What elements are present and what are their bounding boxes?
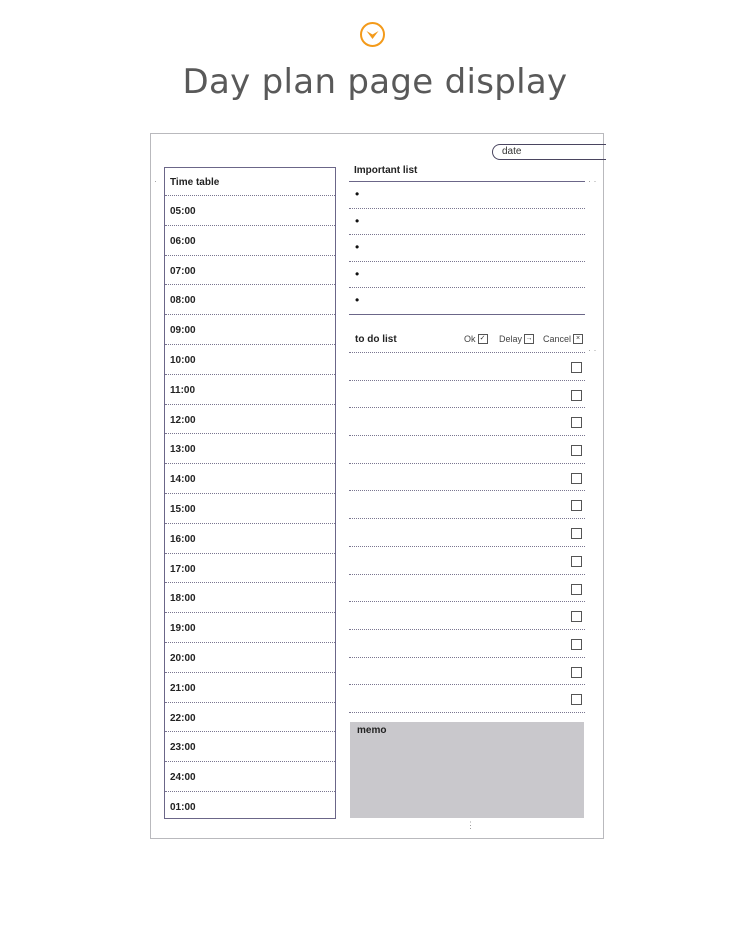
todo-checkbox[interactable]: [571, 473, 582, 484]
important-item[interactable]: •: [349, 288, 585, 315]
chevron-down-circle-icon: [359, 21, 386, 48]
time-slot[interactable]: 23:00: [165, 732, 335, 762]
todo-checkbox[interactable]: [571, 556, 582, 567]
arrow-right-icon: →: [525, 335, 533, 342]
time-slot[interactable]: 11:00: [165, 375, 335, 405]
todo-checkbox[interactable]: [571, 362, 582, 373]
page-title: Day plan page display: [182, 62, 568, 102]
legend-delay-label: Delay: [499, 334, 523, 344]
todo-list-title: to do list: [355, 334, 397, 345]
legend-delay: [499, 334, 534, 344]
legend-cancel-label: Cancel: [543, 334, 572, 344]
todo-checkbox[interactable]: [571, 694, 582, 705]
time-slot[interactable]: 13:00: [165, 434, 335, 464]
todo-checkbox[interactable]: [571, 611, 582, 622]
perforation-dot: · ·: [588, 345, 597, 355]
time-slot[interactable]: 12:00: [165, 405, 335, 435]
time-slot[interactable]: 14:00: [165, 464, 335, 494]
check-icon: ✓: [478, 334, 488, 344]
important-item[interactable]: •: [349, 182, 585, 209]
todo-item[interactable]: [349, 436, 585, 464]
todo-list: [349, 330, 585, 713]
time-slot[interactable]: 21:00: [165, 673, 335, 703]
time-slot[interactable]: 22:00: [165, 703, 335, 733]
perforation-dot: ·: [154, 176, 157, 186]
todo-checkbox[interactable]: [571, 584, 582, 595]
todo-item[interactable]: [349, 491, 585, 519]
important-item[interactable]: •: [349, 209, 585, 236]
todo-item[interactable]: [349, 381, 585, 409]
date-field[interactable]: [492, 144, 606, 160]
time-slot[interactable]: 09:00: [165, 315, 335, 345]
legend-cancel: [543, 334, 583, 344]
todo-checkbox[interactable]: [571, 445, 582, 456]
todo-item[interactable]: [349, 630, 585, 658]
todo-list-header: [349, 330, 585, 353]
todo-item[interactable]: [349, 658, 585, 686]
todo-item[interactable]: [349, 464, 585, 492]
important-item[interactable]: •: [349, 235, 585, 262]
time-table: [164, 167, 336, 819]
todo-checkbox[interactable]: [571, 667, 582, 678]
todo-item[interactable]: [349, 519, 585, 547]
date-label: date: [502, 146, 522, 157]
time-slot[interactable]: 01:00: [170, 801, 196, 813]
memo-label: memo: [357, 725, 387, 736]
time-slot[interactable]: 24:00: [165, 762, 335, 792]
time-slot[interactable]: 05:00: [165, 196, 335, 226]
todo-item[interactable]: [349, 353, 585, 381]
perforation-dot: ⋮: [466, 820, 475, 830]
important-item[interactable]: •: [349, 262, 585, 289]
time-slot[interactable]: 17:00: [165, 554, 335, 584]
legend-ok: [464, 334, 488, 344]
todo-item[interactable]: [349, 575, 585, 603]
important-list-title: Important list: [349, 165, 585, 182]
time-slot[interactable]: 10:00: [165, 345, 335, 375]
time-slot[interactable]: 18:00: [165, 583, 335, 613]
day-plan-sheet: [150, 133, 604, 839]
time-slot[interactable]: 08:00: [165, 285, 335, 315]
time-slot[interactable]: 15:00: [165, 494, 335, 524]
todo-checkbox[interactable]: [571, 639, 582, 650]
todo-item[interactable]: [349, 408, 585, 436]
todo-item[interactable]: [349, 602, 585, 630]
todo-checkbox[interactable]: [571, 390, 582, 401]
time-slot[interactable]: 19:00: [165, 613, 335, 643]
todo-checkbox[interactable]: [571, 500, 582, 511]
time-slot[interactable]: 20:00: [165, 643, 335, 673]
todo-checkbox[interactable]: [571, 417, 582, 428]
perforation-dot: · ·: [588, 176, 597, 186]
x-icon: ×: [573, 334, 583, 344]
important-list: [349, 165, 585, 315]
time-slot[interactable]: 07:00: [165, 256, 335, 286]
todo-item[interactable]: [349, 685, 585, 713]
todo-item[interactable]: [349, 547, 585, 575]
time-table-title: Time table: [165, 168, 335, 196]
todo-checkbox[interactable]: [571, 528, 582, 539]
time-slot[interactable]: 16:00: [165, 524, 335, 554]
time-slot[interactable]: 06:00: [165, 226, 335, 256]
legend-ok-label: Ok: [464, 334, 476, 344]
memo-box[interactable]: [350, 722, 584, 818]
